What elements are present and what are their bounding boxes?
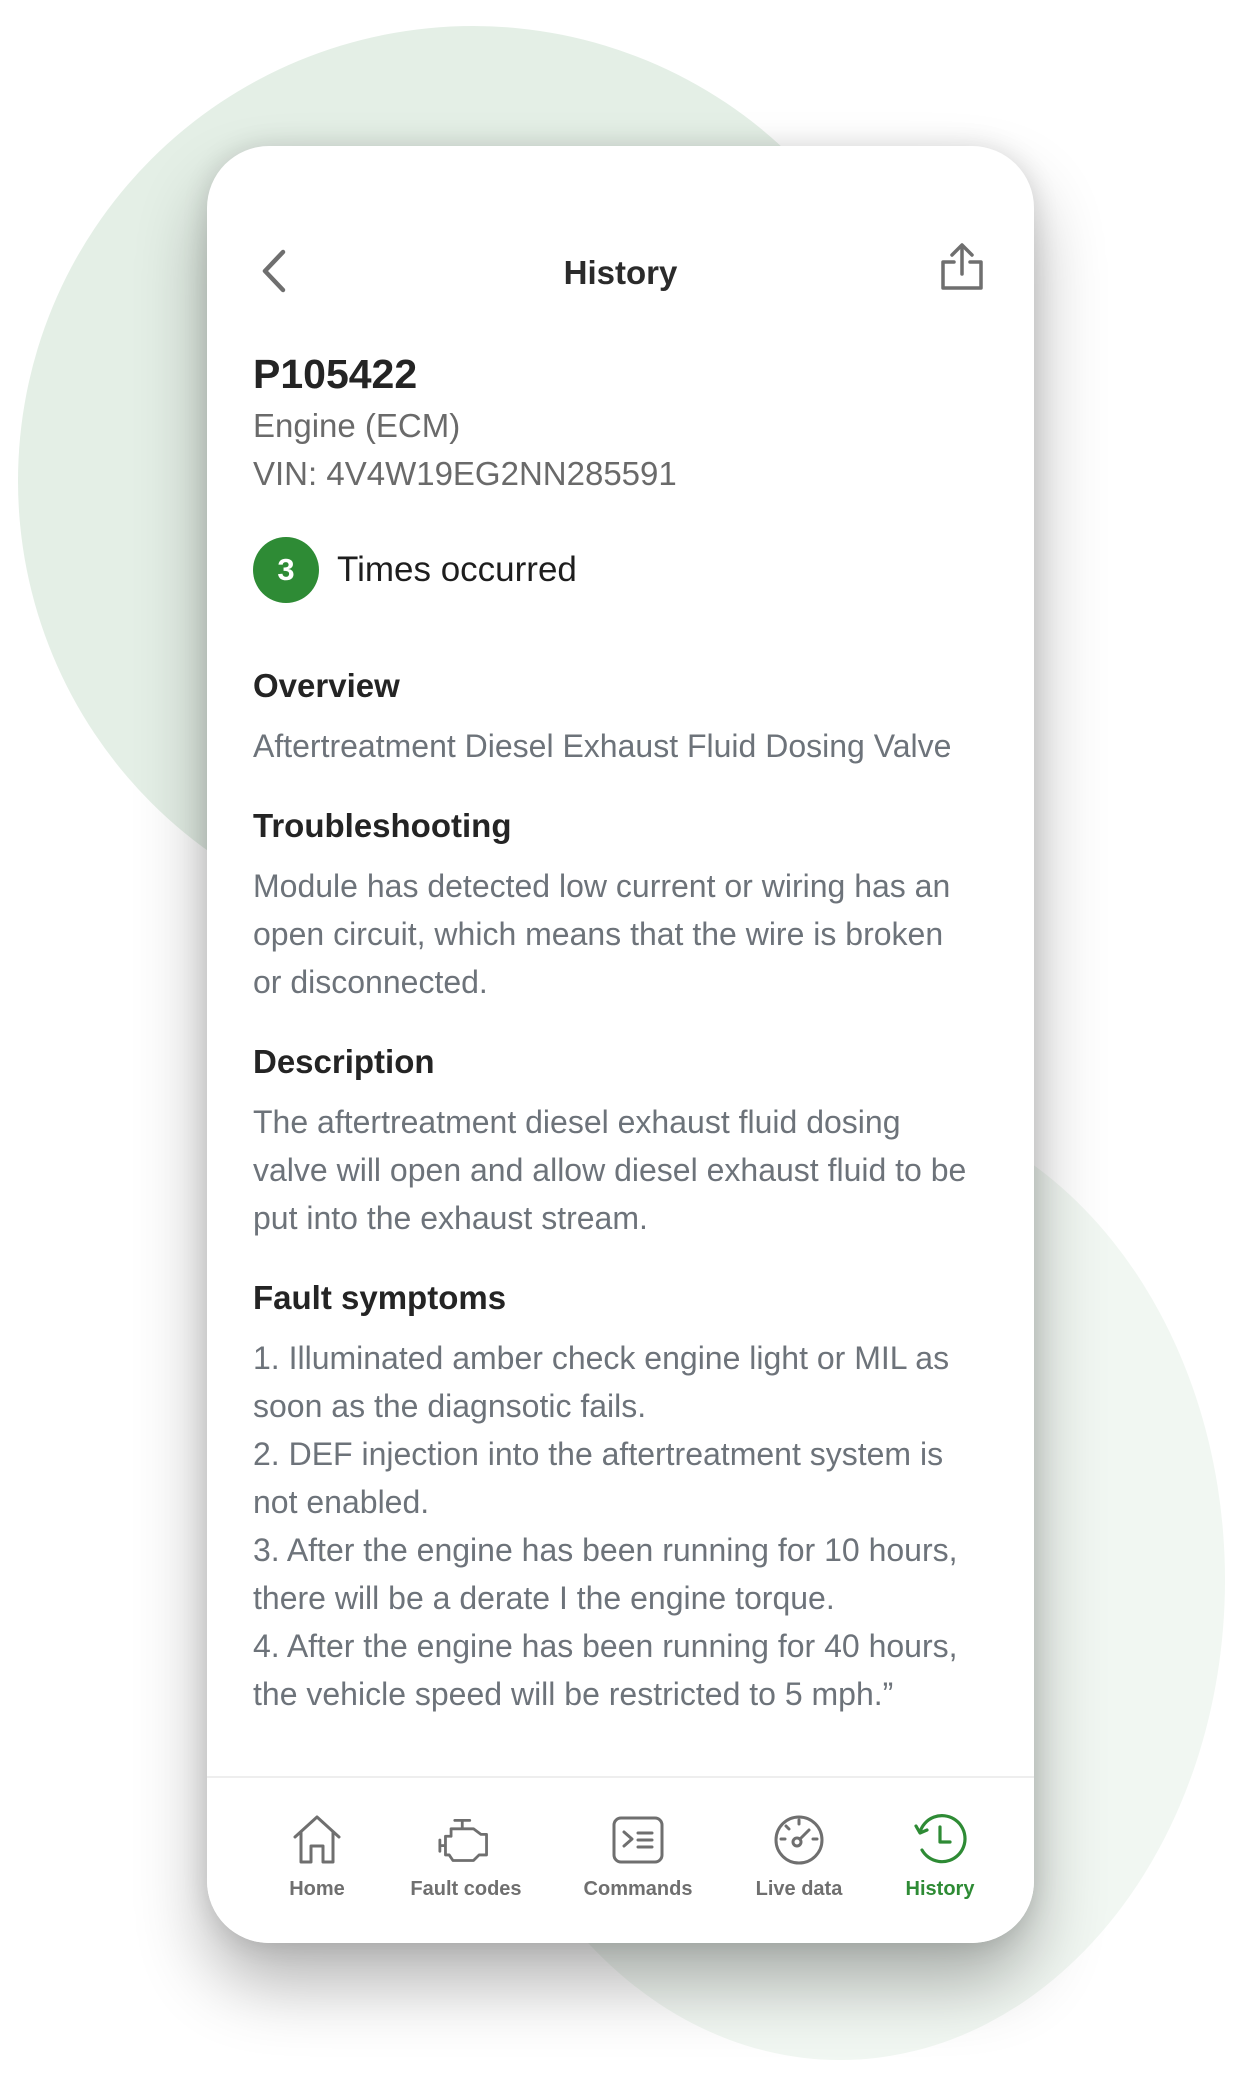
fault-detail: [253, 346, 998, 1718]
fault-module: Engine (ECM): [253, 407, 461, 444]
overview-text: [253, 722, 998, 770]
overview-title: Overview: [253, 667, 400, 704]
symptoms-title: Fault symptoms: [253, 1279, 507, 1316]
description-section: [253, 1038, 998, 1242]
gauge-icon: [771, 1812, 827, 1868]
vin-number: VIN: 4V4W19EG2NN285591: [253, 455, 677, 492]
tab-live-data-label: Live data: [755, 1878, 843, 1900]
bottom-tab-bar: [207, 1776, 1034, 1943]
text-line: 2. DEF injection into the aftertreatment system is: [253, 1436, 944, 1472]
share-button[interactable]: [932, 232, 992, 302]
tab-live-data[interactable]: [724, 1778, 874, 1943]
home-icon: [289, 1812, 345, 1868]
text-line: or disconnected.: [253, 964, 488, 1000]
tab-fault-codes-label: Fault codes: [410, 1878, 522, 1900]
text-line: valve will open and allow diesel exhaust fluid to be: [253, 1152, 967, 1188]
tab-home[interactable]: [242, 1778, 392, 1943]
terminal-icon: [610, 1812, 666, 1868]
tab-history-label: History: [905, 1878, 975, 1900]
tab-home-label: Home: [289, 1878, 345, 1900]
troubleshooting-text: [253, 862, 998, 1006]
symptoms-section: [253, 1274, 998, 1718]
text-line: Aftertreatment Diesel Exhaust Fluid Dosing Valve: [253, 728, 952, 764]
page-title: History: [563, 254, 678, 291]
fault-code: P105422: [253, 351, 418, 397]
tab-fault-codes[interactable]: [391, 1778, 541, 1943]
description-text: [253, 1098, 998, 1242]
troubleshooting-title: Troubleshooting: [253, 807, 512, 844]
engine-icon: [438, 1812, 494, 1868]
description-title: Description: [253, 1043, 435, 1080]
symptoms-text: [253, 1334, 998, 1718]
text-line: 4. After the engine has been running for 40 hours,: [253, 1628, 958, 1664]
clock-icon: [912, 1812, 968, 1868]
troubleshooting-section: [253, 802, 998, 1006]
occurrence-label: Times occurred: [337, 550, 577, 589]
occurrence-count-badge: 3: [253, 537, 319, 603]
top-bar: [207, 146, 1034, 346]
text-line: put into the exhaust stream.: [253, 1200, 648, 1236]
text-line: Module has detected low current or wiring has an: [253, 868, 951, 904]
overview-section: [253, 662, 998, 770]
phone-screen: [207, 146, 1034, 1943]
text-line: 1. Illuminated amber check engine light or MIL as: [253, 1340, 950, 1376]
text-line: open circuit, which means that the wire is broken: [253, 916, 944, 952]
occurrence-row: [253, 536, 998, 604]
tab-history[interactable]: [865, 1778, 1015, 1943]
tab-commands-label: Commands: [583, 1878, 693, 1900]
share-icon: [939, 242, 985, 292]
text-line: there will be a derate I the engine torque.: [253, 1580, 835, 1616]
tab-commands[interactable]: [563, 1778, 713, 1943]
text-line: soon as the diagnsotic fails.: [253, 1388, 647, 1424]
text-line: the vehicle speed will be restricted to 5 mph.”: [253, 1676, 894, 1712]
text-line: 3. After the engine has been running for 10 hours,: [253, 1532, 958, 1568]
text-line: not enabled.: [253, 1484, 430, 1520]
text-line: The aftertreatment diesel exhaust fluid dosing: [253, 1104, 901, 1140]
